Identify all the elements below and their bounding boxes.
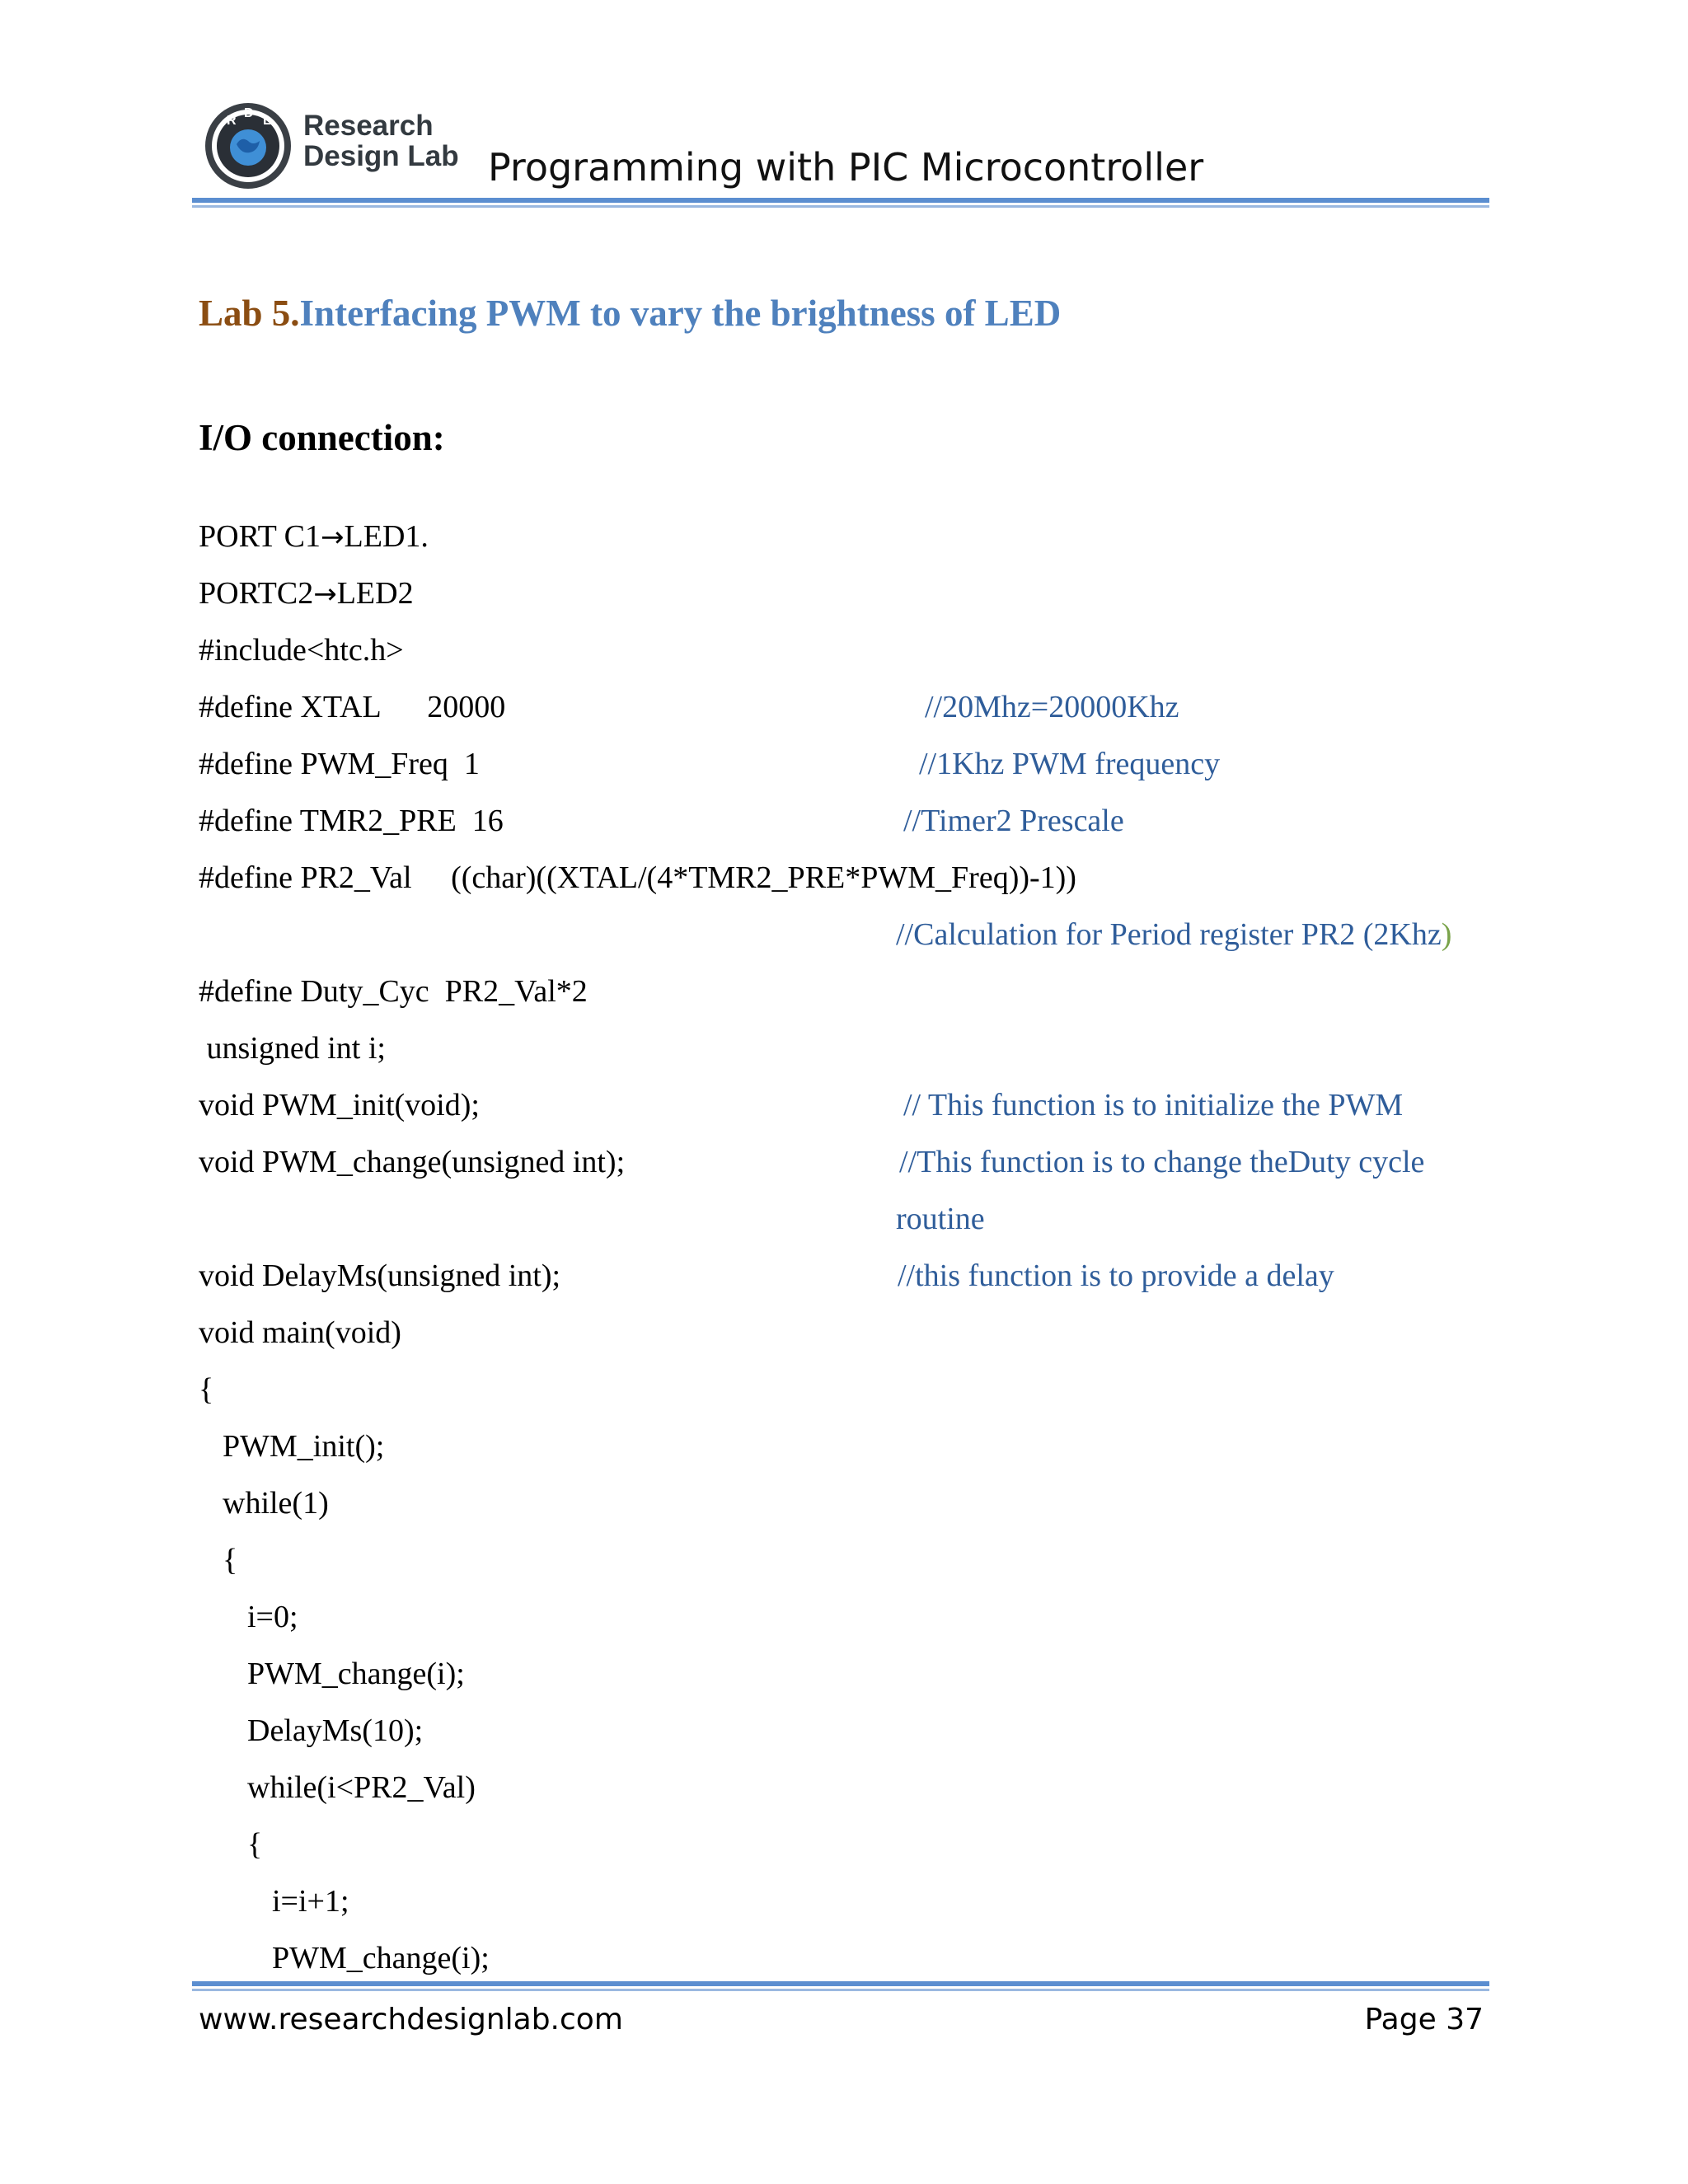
rdl-logo [204,101,293,190]
connection-c1-port: PORT C1 [199,519,321,554]
lab-number: Lab 5. [199,293,300,334]
code-decl-i: unsigned int i; [199,1031,386,1066]
footer-rule-thick [192,1981,1489,1986]
code-include: #include<htc.h> [199,633,404,668]
code-decl-pwm-change: void PWM_change(unsigned int); [199,1145,626,1179]
page-number: Page 37 [1364,2003,1484,2036]
code-decl-delayms: void DelayMs(unsigned int); [199,1258,561,1293]
logo-letter-d: D [244,106,254,120]
comment-pwm-change-1: //This function is to change theDuty cycle [899,1145,1425,1179]
logo-text-line1: Research [303,110,434,142]
code-call-pwm-change-1: PWM_change(i); [247,1657,465,1691]
right-arrow-icon: → [321,521,345,554]
comment-xtal: //20Mhz=20000Khz [925,690,1179,724]
logo-letter-l: L [263,114,271,128]
header-rule-thin [192,205,1489,208]
lab-heading [199,292,1061,335]
code-call-pwm-init: PWM_init(); [223,1429,385,1464]
header-title: Programming with PIC Microcontroller [488,145,1204,190]
code-i-zero: i=0; [247,1600,298,1634]
footer-url: www.researchdesignlab.com [199,2003,623,2036]
code-main: void main(void) [199,1315,401,1350]
logo-letter-r: R [227,114,237,128]
comment-pr2-val-close: ) [1441,917,1452,952]
code-brace-open-2: { [223,1543,238,1577]
connection-c2 [199,578,414,609]
comment-pwm-init: // This function is to initialize the PWM [903,1088,1404,1122]
comment-pwm-freq: //1Khz PWM frequency [919,747,1221,781]
code-decl-pwm-init: void PWM_init(void); [199,1088,480,1122]
comment-pwm-change-2: routine [896,1202,985,1236]
code-i-increment: i=i+1; [272,1884,349,1919]
connection-c2-port: PORTC2 [199,576,314,611]
right-arrow-icon: → [313,578,337,611]
connection-c1 [199,521,429,552]
logo-text-line2: Design Lab [303,140,459,172]
header-rule-thick [192,198,1489,203]
code-brace-open-3: { [247,1827,263,1862]
code-define-pwm-freq: #define PWM_Freq 1 [199,747,480,781]
section-heading: I/O connection: [199,417,445,458]
footer-rule-thin [192,1989,1489,1991]
comment-tmr2-pre: //Timer2 Prescale [903,804,1124,838]
comment-delayms: //this function is to provide a delay [898,1258,1334,1293]
code-call-delayms: DelayMs(10); [247,1713,424,1748]
connection-c2-target: LED2 [336,576,414,611]
connection-c1-target: LED1. [344,519,429,554]
code-while-lt-pr2: while(i<PR2_Val) [247,1770,476,1805]
code-brace-open-1: { [199,1372,214,1407]
comment-pr2-val [896,919,1451,950]
code-define-duty-cyc: #define Duty_Cyc PR2_Val*2 [199,974,588,1009]
code-define-xtal: #define XTAL 20000 [199,690,506,724]
code-define-pr2-val: #define PR2_Val ((char)((XTAL/(4*TMR2_PRE*PWM_Freq))-1)) [199,860,1076,895]
comment-pr2-val-text: //Calculation for Period register PR2 (2Khz [896,917,1442,952]
code-call-pwm-change-2: PWM_change(i); [272,1941,490,1975]
code-while-1: while(1) [223,1486,329,1521]
code-define-tmr2-pre: #define TMR2_PRE 16 [199,804,504,838]
lab-title: Interfacing PWM to vary the brightness of LED [299,293,1062,334]
